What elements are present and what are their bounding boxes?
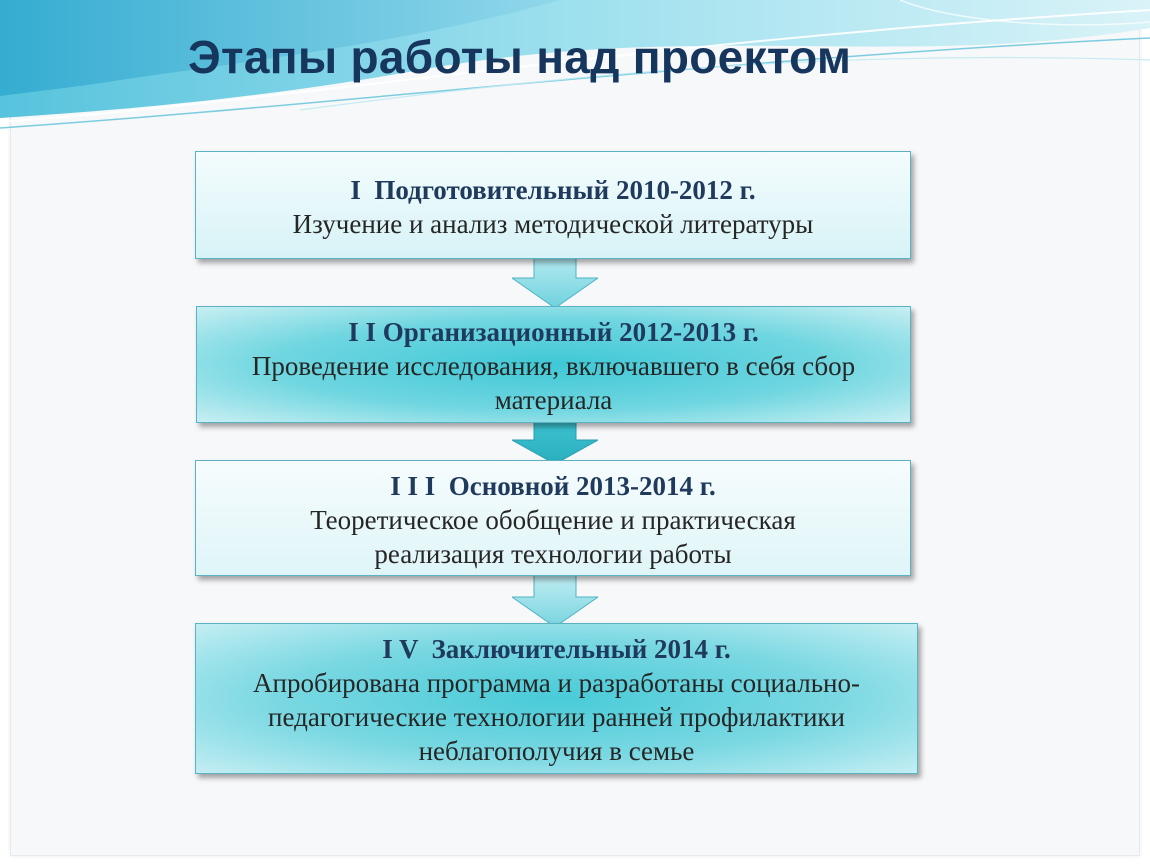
stage-4-heading: I V Заключительный 2014 г. (382, 634, 731, 664)
stage-1-heading: I Подготовительный 2010-2012 г. (350, 175, 756, 205)
stage-3-heading: I I I Основной 2013-2014 г. (390, 471, 716, 501)
stage-box-1 (195, 151, 911, 259)
stage-2-description: Проведение исследования, включавшего в себя сбор материала (251, 351, 856, 415)
slide-title: Этапы работы над проектом (188, 31, 852, 83)
stage-2-heading: I I Организационный 2012-2013 г. (348, 317, 759, 347)
down-arrow-icon-3 (512, 573, 598, 627)
stage-1-description: Изучение и анализ методической литературы (292, 209, 814, 239)
stage-box-2 (196, 306, 911, 423)
stage-box-3 (195, 460, 911, 576)
stage-box-4 (195, 623, 918, 774)
down-arrow-icon-1 (512, 256, 598, 308)
stage-4-description: Апробирована программа и разработаны социально-педагогические технологии ранней профилактики неблагополучия в семье (253, 668, 860, 766)
stage-3-description: Теоретическое обобщение и практическая реализация технологии работы (310, 505, 796, 569)
down-arrow-icon-2 (512, 420, 598, 464)
